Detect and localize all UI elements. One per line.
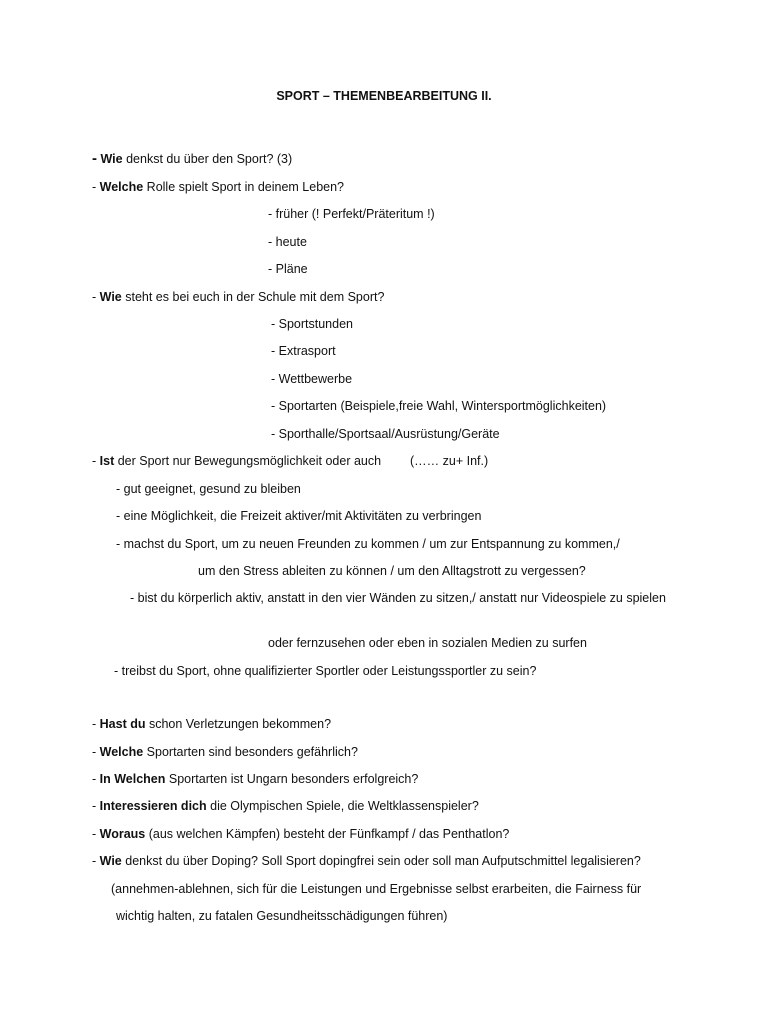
question-2 bbox=[92, 179, 344, 195]
question-3-text: steht es bei euch in der Schule mit dem Sport? bbox=[121, 290, 385, 304]
question-4-sub-item: - gut geeignet, gesund zu bleiben bbox=[116, 482, 301, 496]
question-3 bbox=[92, 289, 384, 305]
page-title: SPORT – THEMENBEARBEITUNG II. bbox=[276, 89, 492, 103]
question-8 bbox=[92, 798, 479, 814]
question-3-keyword: Wie bbox=[99, 290, 122, 304]
question-2-sub-item: - Pläne bbox=[268, 262, 308, 276]
question-2-text: Rolle spielt Sport in deinem Leben? bbox=[143, 180, 345, 194]
question-4-sub-item-continuation: oder fernzusehen oder eben in sozialen Medien zu surfen bbox=[268, 636, 587, 650]
question-1-keyword: Wie bbox=[100, 152, 123, 166]
question-1 bbox=[92, 151, 292, 167]
question-4-prefix: - bbox=[92, 454, 100, 468]
question-4-keyword: Ist bbox=[99, 454, 115, 468]
question-3-sub-item: - Sportstunden bbox=[271, 317, 353, 331]
question-3-sub-item: - Sportarten (Beispiele,freie Wahl, Wintersportmöglichkeiten) bbox=[271, 399, 607, 413]
question-8-prefix: - bbox=[92, 799, 100, 813]
question-10 bbox=[92, 853, 641, 869]
question-3-sub-item: - Extrasport bbox=[271, 344, 336, 358]
question-8-keyword: Interessieren dich bbox=[99, 799, 207, 813]
question-2-prefix: - bbox=[92, 180, 100, 194]
question-2-sub-item: - heute bbox=[268, 235, 307, 249]
question-8-text: die Olympischen Spiele, die Weltklassenspieler? bbox=[206, 799, 479, 813]
question-5-keyword: Hast du bbox=[99, 717, 146, 731]
question-5-prefix: - bbox=[92, 717, 100, 731]
question-2-keyword: Welche bbox=[99, 180, 144, 194]
question-5-text: schon Verletzungen bekommen? bbox=[145, 717, 332, 731]
question-9-prefix: - bbox=[92, 827, 100, 841]
question-5 bbox=[92, 716, 331, 732]
question-4-hint: (…… zu+ Inf.) bbox=[410, 454, 489, 468]
question-3-sub-item: - Sporthalle/Sportsaal/Ausrüstung/Geräte bbox=[271, 427, 500, 441]
question-9 bbox=[92, 826, 509, 842]
question-1-text: denkst du über den Sport? (3) bbox=[122, 152, 293, 166]
question-4-sub-item: - treibst du Sport, ohne qualifizierter Sportler oder Leistungssportler zu sein? bbox=[114, 664, 537, 678]
question-6-keyword: Welche bbox=[99, 745, 144, 759]
question-4-sub-item-continuation: um den Stress ableiten zu können / um den Alltagstrott zu vergessen? bbox=[198, 564, 586, 578]
question-10-text: denkst du über Doping? Soll Sport dopingfrei sein oder soll man Aufputschmittel legalisieren? bbox=[121, 854, 641, 868]
question-6-prefix: - bbox=[92, 745, 100, 759]
question-10-prefix: - bbox=[92, 854, 100, 868]
question-7-text: Sportarten ist Ungarn besonders erfolgreich? bbox=[165, 772, 419, 786]
question-3-sub-item: - Wettbewerbe bbox=[271, 372, 353, 386]
question-4-sub-item: - bist du körperlich aktiv, anstatt in den vier Wänden zu sitzen,/ anstatt nur Videospiele zu spielen bbox=[130, 591, 666, 605]
question-6-text: Sportarten sind besonders gefährlich? bbox=[143, 745, 358, 759]
question-4-sub-item: - eine Möglichkeit, die Freizeit aktiver/mit Aktivitäten zu verbringen bbox=[116, 509, 482, 523]
question-4 bbox=[92, 453, 381, 469]
question-3-prefix: - bbox=[92, 290, 100, 304]
question-6 bbox=[92, 744, 358, 760]
question-10-note-continuation: wichtig halten, zu fatalen Gesundheitsschädigungen führen) bbox=[116, 909, 448, 923]
question-2-sub-item: - früher (! Perfekt/Präteritum !) bbox=[268, 207, 435, 221]
question-4-text: der Sport nur Bewegungsmöglichkeit oder auch bbox=[114, 454, 382, 468]
question-7-prefix: - bbox=[92, 772, 100, 786]
question-4-sub-item: - machst du Sport, um zu neuen Freunden zu kommen / um zur Entspannung zu kommen,/ bbox=[116, 537, 620, 551]
question-9-keyword: Woraus bbox=[99, 827, 146, 841]
question-10-note: (annehmen-ablehnen, sich für die Leistungen und Ergebnisse selbst erarbeiten, die Fairness für bbox=[111, 882, 642, 896]
question-7-keyword: In Welchen bbox=[99, 772, 166, 786]
question-1-dash: - bbox=[92, 150, 97, 167]
question-7 bbox=[92, 771, 418, 787]
question-9-text: (aus welchen Kämpfen) besteht der Fünfkampf / das Penthatlon? bbox=[145, 827, 510, 841]
question-10-keyword: Wie bbox=[99, 854, 122, 868]
